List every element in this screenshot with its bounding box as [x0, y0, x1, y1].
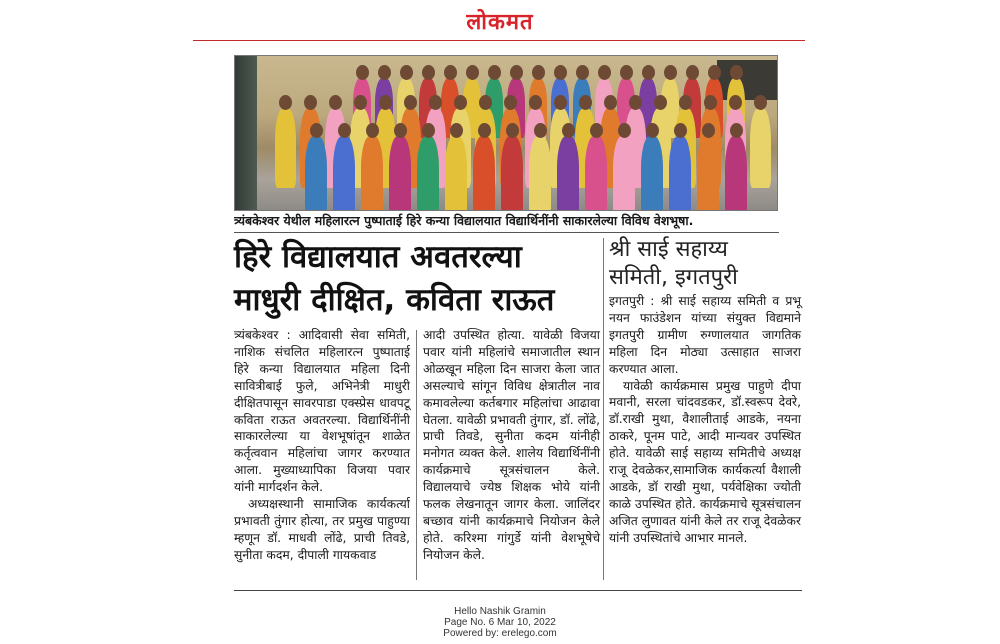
- footer-edition: Hello Nashik Gramin: [454, 606, 546, 617]
- photo-person-head: [686, 65, 699, 80]
- photo-person-head: [704, 95, 717, 110]
- news-photo: [234, 55, 778, 211]
- photo-person-head: [504, 95, 517, 110]
- photo-person: [641, 136, 663, 211]
- photo-person-head: [466, 65, 479, 80]
- photo-person-head: [279, 95, 292, 110]
- column-divider: [416, 330, 417, 580]
- photo-person: [473, 136, 495, 211]
- photo-person-head: [450, 123, 463, 138]
- photo-person-head: [378, 65, 391, 80]
- photo-person-head: [478, 123, 491, 138]
- photo-person-head: [664, 65, 677, 80]
- photo-person-head: [590, 123, 603, 138]
- photo-person-head: [404, 95, 417, 110]
- photo-person-head: [454, 95, 467, 110]
- photo-person: [417, 136, 439, 211]
- photo-person-head: [532, 65, 545, 80]
- photo-person-head: [529, 95, 542, 110]
- photo-person-head: [679, 95, 692, 110]
- photo-person-head: [488, 65, 501, 80]
- main-article-column-1: [234, 327, 410, 564]
- photo-person: [305, 136, 327, 211]
- photo-noticeboard: [717, 60, 777, 100]
- photo-person-head: [618, 123, 631, 138]
- photo-person-head: [366, 123, 379, 138]
- page-bottom-rule: [234, 590, 802, 591]
- photo-person-head: [674, 123, 687, 138]
- main-article-column-2: [423, 327, 600, 564]
- photo-person-head: [642, 65, 655, 80]
- photo-person-head: [646, 123, 659, 138]
- photo-person: [557, 136, 579, 211]
- photo-person-head: [479, 95, 492, 110]
- photo-person: [389, 136, 411, 211]
- photo-person-head: [576, 65, 589, 80]
- photo-person-head: [730, 123, 743, 138]
- photo-person: [275, 108, 296, 188]
- photo-person-head: [708, 65, 721, 80]
- caption-rule: [234, 232, 779, 233]
- side-article-column: [609, 293, 801, 547]
- photo-person: [333, 136, 355, 211]
- photo-person-head: [338, 123, 351, 138]
- side-headline-line2: समिती, इगतपुरी: [609, 265, 738, 290]
- masthead-rule: [193, 40, 805, 41]
- photo-person-head: [429, 95, 442, 110]
- main-headline-line1: हिरे विद्यालयात अवतरल्या: [234, 239, 522, 275]
- main-article-paragraph: अध्यक्षस्थानी सामाजिक कार्यकर्त्या प्रभावती तुंगार होत्या, तर प्रमुख पाहुण्या म्हणून डॉ. माधवी लोंढे, प्राची तिवडे, सुनीता कदम, दीपाली गायकवाड: [234, 497, 410, 562]
- photo-person: [725, 136, 747, 211]
- photo-person-head: [354, 95, 367, 110]
- newspaper-masthead: लोकमत: [466, 9, 534, 35]
- photo-person-head: [754, 95, 767, 110]
- photo-person-head: [554, 65, 567, 80]
- photo-person-head: [534, 123, 547, 138]
- photo-person-head: [598, 65, 611, 80]
- photo-person: [585, 136, 607, 211]
- photo-person-head: [422, 65, 435, 80]
- photo-person: [361, 136, 383, 211]
- photo-person-head: [400, 65, 413, 80]
- side-headline: [609, 236, 799, 292]
- photo-person-head: [604, 95, 617, 110]
- main-article-paragraph: त्र्यंबकेश्वर : आदिवासी सेवा समिती, नाशिक संचलित महिलारत्न पुष्पाताई हिरे कन्या विद्यालयात महिला दिनी सावित्रीबाई फुले, अभिनेत्री माधुरी दीक्षितपासून सावरपाडा एक्स्प्रेस धावपटू कविता राऊत अवतरल्या. विद्यार्थिनींनी साकारलेल्या या वेशभूषांतून शाळेत कर्तृत्ववान महिलांचा जागर करण्यात आला. मुख्याध्यापिका विजया पवार यांनी मार्गदर्शन केले.: [234, 328, 410, 495]
- photo-person-head: [730, 65, 743, 80]
- main-headline: [234, 236, 594, 322]
- photo-person-head: [579, 95, 592, 110]
- photo-person-head: [562, 123, 575, 138]
- photo-person: [613, 136, 635, 211]
- photo-person: [529, 136, 551, 211]
- photo-person-head: [702, 123, 715, 138]
- photo-person-head: [620, 65, 633, 80]
- photo-person-head: [654, 95, 667, 110]
- footer-page-date: Page No. 6 Mar 10, 2022: [444, 617, 556, 628]
- photo-person: [501, 136, 523, 211]
- photo-person-head: [304, 95, 317, 110]
- photo-person-head: [394, 123, 407, 138]
- photo-person-head: [506, 123, 519, 138]
- photo-person: [750, 108, 771, 188]
- photo-person: [669, 136, 691, 211]
- photo-person-head: [444, 65, 457, 80]
- side-headline-line1: श्री साई सहाय्य: [609, 237, 728, 262]
- photo-person: [445, 136, 467, 211]
- photo-person-head: [629, 95, 642, 110]
- footer-powered-by: Powered by: erelego.com: [443, 628, 557, 639]
- side-article-paragraph: यावेळी कार्यक्रमास प्रमुख पाहुणे दीपा मवानी, सरला चांदवडकर, डॉ.स्वरूप देवरे, डॉ.राखी मुथा, वैशालीताई आडके, नयना ठाकरे, पूनम पाटे, आदी मान्यवर उपस्थित होते. यावेळी साई सहाय्य समितीचे अध्यक्ष राजू देवळेकर,सामाजिक कार्यकर्त्या वैशाली आडके, डॉ राखी मुथा, पर्यवेक्षिका ज्योती काळे उपस्थित होते. कार्यक्रमाचे सूत्रसंचालन अजित लुणावत यांनी केले तर राजू देवळेकर यांनी उपस्थितांचे आभार मानले.: [609, 378, 801, 545]
- photo-person-head: [554, 95, 567, 110]
- main-headline-line2: माधुरी दीक्षित, कविता राऊत: [234, 282, 555, 318]
- side-article-paragraph: इगतपुरी : श्री साई सहाय्य समिती व प्रभू नयन फाउंडेशन यांच्या संयुक्त विद्यमाने इगतपुरी ग्रामीण रुग्णालयात जागतिक महिला दिन मोठ्या उत्साहात साजरा करण्यात आला.: [609, 294, 801, 376]
- photo-person-head: [729, 95, 742, 110]
- photo-caption: त्र्यंबकेश्वर येथील महिलारत्न पुष्पाताई हिरे कन्या विद्यालयात विद्यार्थिनींनी साकारलेल्या विविध वेशभूषा.: [234, 213, 694, 228]
- photo-door: [235, 56, 257, 210]
- photo-person: [697, 136, 719, 211]
- column-divider: [603, 238, 604, 580]
- photo-person-head: [356, 65, 369, 80]
- photo-person-head: [510, 65, 523, 80]
- photo-person-head: [379, 95, 392, 110]
- photo-person-head: [310, 123, 323, 138]
- main-article-paragraph: आदी उपस्थित होत्या. यावेळी विजया पवार यांनी महिलांचे समाजातील स्थान ओळखून महिला दिन साजरा केला जात असल्याचे सांगून विविध क्षेत्रातील नाव कमावलेल्या कर्तबगार महिलांचा आढावा घेतला. यावेळी प्रभावती तुंगार, डॉ. लोंढे, प्राची तिवडे, सुनीता कदम यांनीही मनोगत व्यक्त केले. शालेय विद्यार्थिनींनी कार्यक्रमाचे सूत्रसंचालन केले. विद्यालयाचे ज्येष्ठ शिक्षक भोये यांनी फलक लेखनातून जागर केला. जालिंदर बच्छाव यांनी कार्यक्रमाचे नियोजन केले होते. करिश्मा गांगुर्डे यांनी वेशभूषेचे नियोजन केले.: [423, 328, 600, 562]
- photo-person-head: [329, 95, 342, 110]
- photo-person-head: [422, 123, 435, 138]
